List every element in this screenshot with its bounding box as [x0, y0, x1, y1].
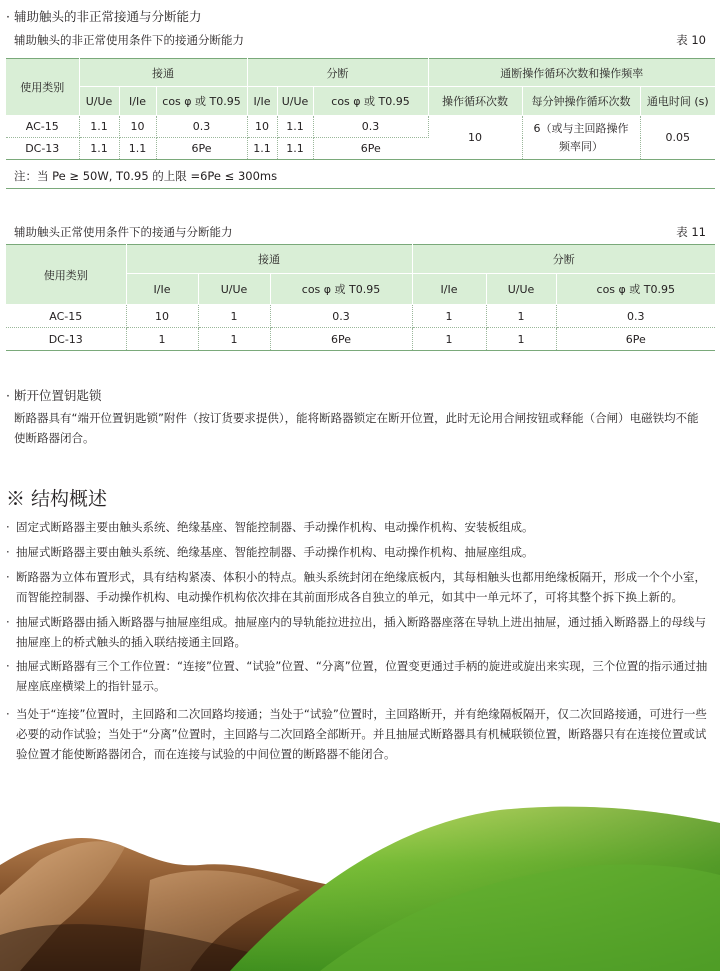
bullet-dot: · — [6, 520, 10, 534]
cell-break-cos: 0.3 — [313, 116, 428, 138]
list-item — [6, 517, 710, 537]
bullet-dot: · — [6, 9, 10, 24]
table-11 — [6, 244, 715, 351]
bullet-dot: · — [6, 707, 10, 721]
cell-make-cos: 0.3 — [270, 305, 412, 328]
header-break-ui: U/Ue — [486, 274, 556, 305]
cell-make-ui: 1 — [198, 305, 270, 328]
list-item-text: 抽屉式断路器由插入断路器与抽屉座组成。抽屉座内的导轨能拉进拉出，插入断路器座落在导轨上进出抽屉，通过插入断路器上的母线与抽屉座上的桥式触头的插入联结接通主回路。 — [16, 615, 706, 649]
cell-category: AC-15 — [6, 116, 79, 138]
header-cycles: 操作循环次数 — [428, 87, 522, 116]
cell-break-ie: 1 — [412, 305, 486, 328]
cell-break-cos: 6Pe — [556, 328, 715, 351]
table11-label: 表 11 — [676, 225, 706, 239]
header-break-ie: I/Ie — [412, 274, 486, 305]
cell-make-ui: 1.1 — [79, 116, 119, 138]
cell-make-cos: 0.3 — [156, 116, 247, 138]
bullet-dot: · — [6, 545, 10, 559]
header-make-cos: cos φ 或 T0.95 — [156, 87, 247, 116]
table10-subtitle: 辅助触头的非正常使用条件下的接通分断能力 — [14, 33, 244, 47]
list-item — [6, 542, 710, 562]
header-category: 使用类别 — [6, 59, 79, 116]
bullet-dot: · — [6, 615, 10, 629]
cell-make-cos: 6Pe — [156, 138, 247, 160]
cell-category: DC-13 — [6, 328, 126, 351]
bullet-dot: · — [6, 659, 10, 673]
cell-make-ui: 1.1 — [79, 138, 119, 160]
list-item-text: 抽屉式断路器有三个工作位置：“连接”位置、“试验”位置、“分离”位置，位置变更通过手柄的旋进或旋出来实现，三个位置的指示通过抽屉座底座横梁上的指针显示。 — [16, 659, 708, 693]
table-row — [6, 305, 715, 328]
cell-break-cos: 0.3 — [556, 305, 715, 328]
divider — [6, 188, 715, 189]
desert-to-grass-landscape-image — [0, 805, 720, 971]
header-break: 分断 — [412, 245, 715, 274]
cell-break-ui: 1.1 — [277, 138, 313, 160]
header-on-time: 通电时间 (s) — [640, 87, 715, 116]
cell-per-min: 6（或与主回路操作频率同） — [522, 116, 640, 160]
header-make-ui: U/Ue — [198, 274, 270, 305]
section-heading-keylock — [6, 386, 102, 404]
header-make-ie: I/Ie — [119, 87, 156, 116]
cell-make-ie: 10 — [126, 305, 198, 328]
header-category: 使用类别 — [6, 245, 126, 305]
header-break: 分断 — [247, 59, 428, 87]
heading-text: 断开位置钥匙锁 — [13, 388, 102, 403]
cell-break-ie: 1 — [412, 328, 486, 351]
cell-make-cos: 6Pe — [270, 328, 412, 351]
bullet-dot: · — [6, 388, 10, 403]
section-heading-abnormal — [6, 7, 202, 25]
cell-break-ui: 1 — [486, 305, 556, 328]
header-break-cos: cos φ 或 T0.95 — [313, 87, 428, 116]
cell-category: AC-15 — [6, 305, 126, 328]
table10-note: 注：当 Pe ≥ 50W, T0.95 的上限 =6Pe ≤ 300ms — [14, 169, 278, 183]
cell-break-ui: 1 — [486, 328, 556, 351]
list-item-text: 固定式断路器主要由触头系统、绝缘基座、智能控制器、手动操作机构、电动操作机构、安装板组成。 — [16, 520, 534, 534]
table-row — [6, 116, 715, 138]
list-item-text: 当处于“连接”位置时，主回路和二次回路均接通；当处于“试验”位置时，主回路断开，并有绝缘隔板隔开，仅二次回路接通，可进行一些必要的动作试验；当处于“分离”位置时，主回路与二次回路全部断开。并且抽屉式断路器具有机械联锁位置，断路器只有在连接位置或试验位置才能使断路器闭合，而在连接与试验的中间位置的断路器不能闭合。 — [16, 707, 707, 761]
cell-break-ui: 1.1 — [277, 116, 313, 138]
bullet-dot: · — [6, 570, 10, 584]
cell-category: DC-13 — [6, 138, 79, 160]
list-item — [6, 567, 710, 607]
table10-label: 表 10 — [676, 33, 706, 47]
header-make-cos: cos φ 或 T0.95 — [270, 274, 412, 305]
header-make-ie: I/Ie — [126, 274, 198, 305]
cell-make-ie: 1.1 — [119, 138, 156, 160]
table11-subtitle: 辅助触头正常使用条件下的接通与分断能力 — [14, 225, 233, 239]
list-item-text: 断路器为立体布置形式，具有结构紧凑、体积小的特点。触头系统封闭在绝缘底板内，其每相触头也都用绝缘板隔开，形成一个个小室，而智能控制器、手动操作机构、电动操作机构依次排在其前面形成各自独立的单元，如其中一单元坏了，可将其整个拆下换上新的。 — [16, 570, 706, 604]
table-row — [6, 328, 715, 351]
cell-on-time: 0.05 — [640, 116, 715, 160]
cell-break-ie: 10 — [247, 116, 277, 138]
cell-make-ui: 1 — [198, 328, 270, 351]
cell-break-cos: 6Pe — [313, 138, 428, 160]
structure-title: ※ 结构概述 — [6, 488, 108, 510]
cell-cycles: 10 — [428, 116, 522, 160]
header-ops: 通断操作循环次数和操作频率 — [428, 59, 715, 87]
header-make: 接通 — [79, 59, 247, 87]
header-make-ui: U/Ue — [79, 87, 119, 116]
header-per-min: 每分钟操作循环次数 — [522, 87, 640, 116]
header-break-cos: cos φ 或 T0.95 — [556, 274, 715, 305]
list-item-text: 抽屉式断路器主要由触头系统、绝缘基座、智能控制器、手动操作机构、电动操作机构、抽屉座组成。 — [16, 545, 534, 559]
heading-text: 辅助触头的非正常接通与分断能力 — [13, 9, 202, 24]
cell-break-ie: 1.1 — [247, 138, 277, 160]
header-break-ui: U/Ue — [277, 87, 313, 116]
list-item — [6, 612, 710, 652]
cell-make-ie: 10 — [119, 116, 156, 138]
keylock-paragraph: 断路器具有“端开位置钥匙锁”附件（按订货要求提供），能将断路器锁定在断开位置，此时无论用合闸按钮或释能（合闸）电磁铁均不能使断路器闭合。 — [14, 411, 699, 445]
cell-make-ie: 1 — [126, 328, 198, 351]
list-item — [6, 704, 710, 764]
header-break-ie: I/Ie — [247, 87, 277, 116]
header-make: 接通 — [126, 245, 412, 274]
table-10 — [6, 58, 715, 160]
list-item — [6, 656, 710, 696]
